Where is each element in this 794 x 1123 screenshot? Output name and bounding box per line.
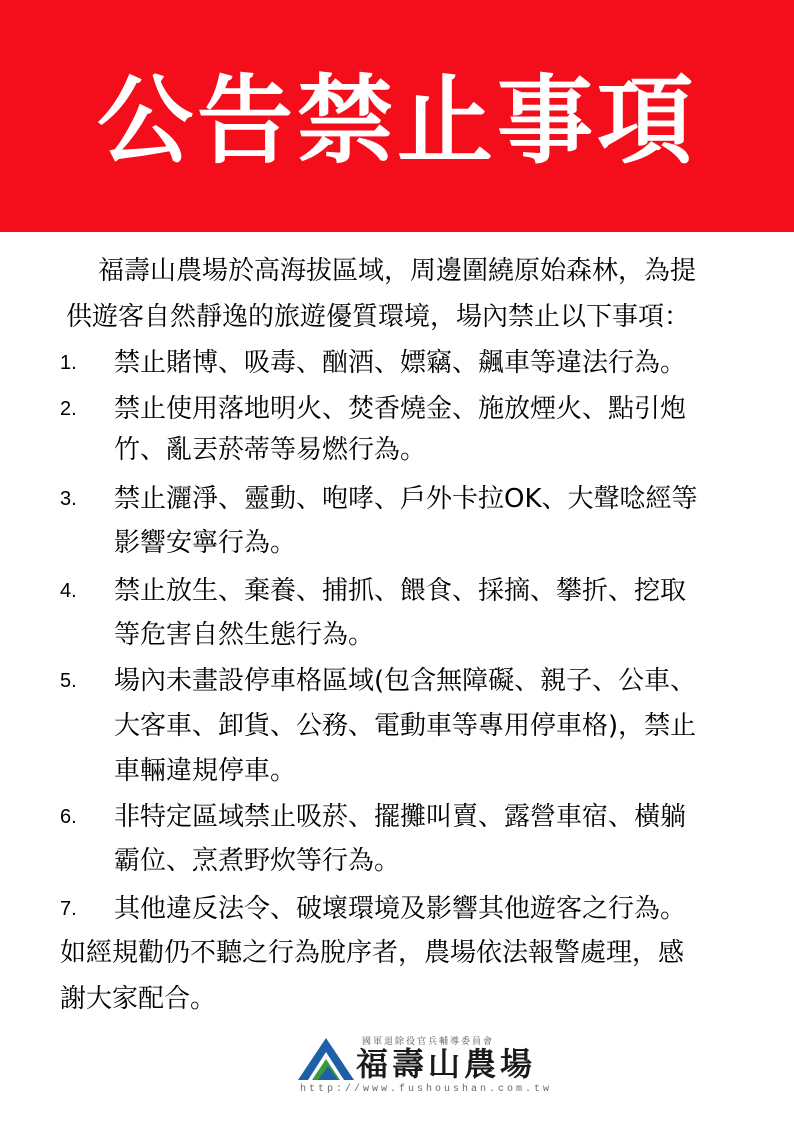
intro-line: 供遊客自然靜逸的旅遊優質環境，場內禁止以下事項： xyxy=(66,302,691,332)
item-number: 7. xyxy=(60,898,77,920)
item-number: 5. xyxy=(60,670,77,692)
item-text: 霸位、烹煮野炊等行為。 xyxy=(114,846,401,876)
page-title: 公告禁止事項 xyxy=(97,65,697,177)
item-number: 2. xyxy=(60,398,77,420)
item-text: 竹、亂丟菸蒂等易燃行為。 xyxy=(114,435,427,465)
logo-website: http://www.fushoushan.com.tw xyxy=(300,1084,553,1095)
item-text: 禁止賭博、吸毒、酗酒、嫖竊、飆車等違法行為。 xyxy=(114,348,687,378)
mountain-logo-icon xyxy=(296,1032,356,1084)
logo-organization: 國軍退除役官兵輔導委員會 xyxy=(362,1037,495,1047)
logo-farm-name: 福壽山農場 xyxy=(356,1045,537,1083)
item-text: 其他違反法令、破壞環境及影響其他遊客之行為。 xyxy=(114,894,687,924)
closing-line: 如經規勸仍不聽之行為脫序者，農場依法報警處理，感 xyxy=(60,938,685,968)
item-text: 等危害自然生態行為。 xyxy=(114,620,375,650)
item-text: 大客車、卸貨、公務、電動車等專用停車格)，禁止 xyxy=(114,711,697,741)
intro-line: 福壽山農場於高海拔區域，周邊圍繞原始森林，為提 xyxy=(98,256,697,286)
item-number: 1. xyxy=(60,352,77,374)
item-number: 4. xyxy=(60,580,77,602)
closing-line: 謝大家配合。 xyxy=(60,984,217,1014)
item-number: 3. xyxy=(60,488,77,510)
item-text: 禁止使用落地明火、焚香燒金、施放煙火、點引炮 xyxy=(114,394,687,424)
item-text: 車輛違規停車。 xyxy=(114,756,297,786)
item-text: 禁止放生、棄養、捕抓、餵食、採摘、攀折、挖取 xyxy=(114,576,687,606)
item-number: 6. xyxy=(60,806,77,828)
item-text: 場內未畫設停車格區域(包含無障礙、親子、公車、 xyxy=(114,666,697,696)
item-text: 非特定區域禁止吸菸、擺攤叫賣、露營車宿、橫躺 xyxy=(114,802,687,832)
title-banner xyxy=(0,0,794,232)
item-text: 影響安寧行為。 xyxy=(114,528,297,558)
item-text: 禁止灑淨、靈動、咆哮、戶外卡拉OK、大聲唸經等 xyxy=(114,484,698,514)
farm-logo xyxy=(296,1032,553,1102)
